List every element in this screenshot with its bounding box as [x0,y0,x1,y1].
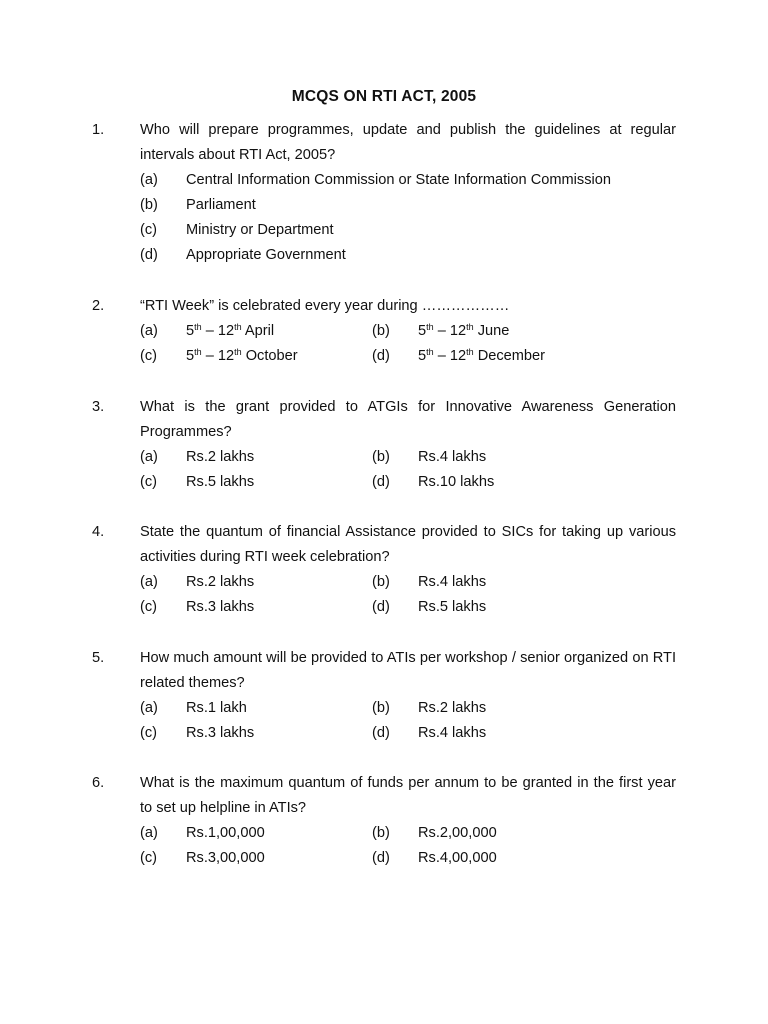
option-label: (b) [372,323,390,339]
option-row [140,696,676,721]
question-number: 2. [92,298,105,314]
option-from-day: 5 [418,348,427,364]
option-label: (b) [372,825,390,841]
option-from-suffix: th [426,347,434,357]
option-label: (a) [140,574,158,590]
option-month: April [244,323,275,339]
question-text: What is the maximum quantum of funds per annum to be granted in the first year to set up helpline in ATIs? [140,775,676,816]
option-d [372,470,494,495]
option-c [140,721,254,746]
option-text: Rs.4 lakhs [418,725,487,741]
option-month: June [477,323,510,339]
option-to-day: 12 [217,348,235,364]
option-text: Rs.4 lakhs [418,449,487,465]
option-d [372,846,497,871]
option-row [140,243,676,268]
option-text: Rs.2 lakhs [186,574,255,590]
option-row [140,168,676,193]
option-row [140,319,676,344]
option-list [140,168,676,268]
option-label: (d) [372,474,390,490]
option-text: Rs.2 lakhs [418,700,487,716]
option-from-day: 5 [418,323,427,339]
option-label: (d) [372,599,390,615]
question-2 [92,294,676,369]
option-month: December [477,348,546,364]
option-a [140,696,247,721]
option-b [372,570,486,595]
option-label: (a) [140,323,158,339]
option-row [140,344,676,369]
question-text: Who will prepare programmes, update and publish the guidelines at regular intervals about RTI Act, 2005? [140,122,676,163]
question-number: 4. [92,524,105,540]
question-number: 3. [92,399,105,415]
option-to-suffix: th [466,347,474,357]
option-label: (a) [140,825,158,841]
option-a [140,570,254,595]
option-list [140,821,676,871]
question-number: 6. [92,775,105,791]
option-row [140,470,676,495]
option-row [140,821,676,846]
option-list [140,696,676,746]
option-to-suffix: th [234,347,242,357]
option-text: Rs.2 lakhs [186,449,255,465]
question-text: State the quantum of financial Assistance provided to SICs for taking up various activities during RTI week celebration? [140,524,676,565]
option-row [140,846,676,871]
option-b [140,193,256,218]
option-row [140,595,676,620]
option-text: Rs.5 lakhs [186,474,255,490]
option-text: Ministry or Department [186,222,334,238]
option-text: Rs.4 lakhs [418,574,487,590]
option-c [140,470,254,495]
option-a [140,168,611,193]
option-label: (c) [140,725,158,741]
option-label: (b) [372,574,390,590]
option-from-suffix: th [194,322,202,332]
option-list [140,319,676,369]
option-a [140,821,265,846]
option-month: October [245,348,298,364]
question-text: “RTI Week” is celebrated every year during ……………… [140,298,510,314]
option-to-suffix: th [234,322,242,332]
option-row [140,445,676,470]
option-text: Central Information Commission or State Information Commission [186,172,611,188]
option-text: Rs.3 lakhs [186,725,255,741]
question-4 [92,520,676,620]
question-text: How much amount will be provided to ATIs per workshop / senior organized on RTI related themes? [140,650,676,691]
option-a: (a) 5th – 12th April [140,319,274,344]
option-c [140,846,265,871]
option-list [140,570,676,620]
option-label: (c) [140,474,158,490]
option-label: (c) [140,599,158,615]
option-text: Rs.3 lakhs [186,599,255,615]
question-5 [92,646,676,746]
option-text: Parliament [186,197,256,213]
option-c [140,218,334,243]
option-row [140,193,676,218]
option-row [140,570,676,595]
option-text: Rs.1 lakh [186,700,247,716]
option-b [372,696,486,721]
option-from-day: 5 [186,348,195,364]
question-text: What is the grant provided to ATGIs for Innovative Awareness Generation Programmes? [140,399,676,440]
option-from-day: 5 [186,323,195,339]
question-number: 1. [92,122,105,138]
option-to-day: 12 [217,323,235,339]
question-number: 5. [92,650,105,666]
option-d [140,243,346,268]
option-from-suffix: th [426,322,434,332]
option-label: (b) [140,197,158,213]
option-b [372,445,486,470]
option-label: (d) [372,850,390,866]
option-label: (c) [140,222,158,238]
option-to-suffix: th [466,322,474,332]
option-text: Rs.5 lakhs [418,599,487,615]
option-text: Rs.10 lakhs [418,474,495,490]
option-label: (c) [140,348,158,364]
option-row [140,721,676,746]
page-title: MCQS ON RTI ACT, 2005 [291,88,477,105]
option-label: (b) [372,449,390,465]
option-text: Rs.3,00,000 [186,850,265,866]
option-c: (c) 5th – 12th October [140,344,298,369]
option-d: (d) 5th – 12th December [372,344,545,369]
option-label: (a) [140,449,158,465]
option-label: (a) [140,172,158,188]
question-3 [92,395,676,495]
option-from-suffix: th [194,347,202,357]
question-1 [92,118,676,268]
option-text: Rs.2,00,000 [418,825,497,841]
option-b [372,821,497,846]
option-list [140,445,676,495]
option-to-day: 12 [449,323,467,339]
option-c [140,595,254,620]
option-d [372,595,486,620]
option-label: (b) [372,700,390,716]
option-text: Rs.4,00,000 [418,850,497,866]
option-a [140,445,254,470]
option-d [372,721,486,746]
option-text: Rs.1,00,000 [186,825,265,841]
option-b: (b) 5th – 12th June [372,319,509,344]
option-label: (c) [140,850,158,866]
question-6 [92,771,676,871]
option-text: Appropriate Government [186,247,346,263]
option-label: (d) [140,247,158,263]
option-row [140,218,676,243]
option-to-day: 12 [449,348,467,364]
option-label: (a) [140,700,158,716]
option-label: (d) [372,348,390,364]
option-label: (d) [372,725,390,741]
